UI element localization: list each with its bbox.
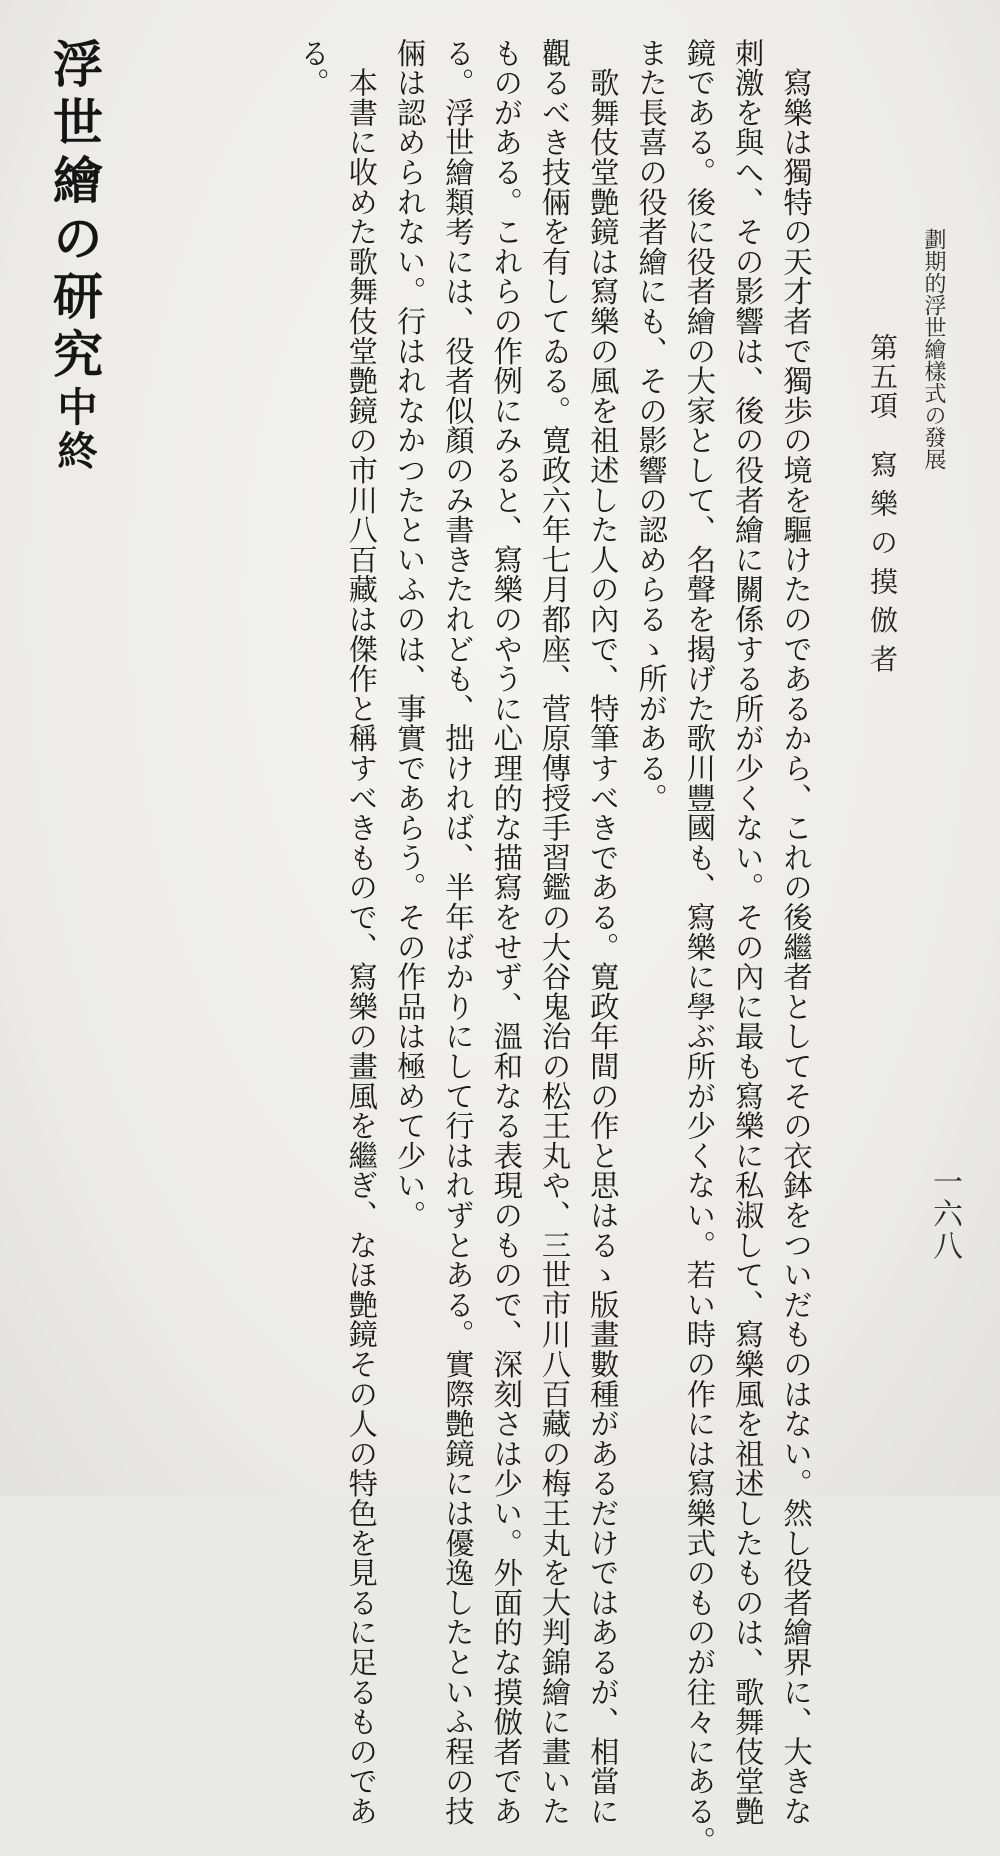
body-line-8: る。浮世繪類考には、役者似顏のみ書きたれども、拙ければ、半年ばかりにして行はれずとある。實際艶鏡には優逸したといふ程の技 xyxy=(440,38,475,1826)
body-line-1: 寫樂は獨特の天才者で獨歩の境を驅けたのであるから、これの後繼者としてその衣鉢をついだものはない。然し役者繪界に、大きな xyxy=(779,38,813,1826)
body-line-2: 刺激を與へ、その影響は、後の役者繪に關係する所が少くない。その內に最も寫樂に私淑して、寫樂風を祖述したものは、歌舞伎堂艶 xyxy=(730,38,765,1826)
body-line-11: る。 xyxy=(296,38,331,98)
body-line-7: ものがある。これらの作例にみると、寫樂のやうに心理的な描寫をせず、溫和なる表現のもので、深刻さは少い。外面的な摸倣者であ xyxy=(489,38,524,1826)
volume-mark: 中 xyxy=(51,386,98,430)
section-title xyxy=(862,333,902,674)
body-line-10: 本書に收めた歌舞伎堂艶鏡の市川八百藏は傑作と稱すべきもので、寫樂の畫風を繼ぎ、なほ艶鏡その人の特色を見るに足るものであ xyxy=(344,38,379,1826)
running-header: 劃期的浮世繪樣式の發展 xyxy=(921,228,946,470)
book-title-end-mark xyxy=(38,38,110,474)
body-line-3: 鏡である。後に役者繪の大家として、名聲を揭げた歌川豐國も、寫樂に學ぶ所が少くない。若い時の作には寫樂式のものが往々にある。 xyxy=(682,38,717,1856)
body-line-6: 觀るべき技倆を有してゐる。寛政六年七月都座、菅原傳授手習鑑の大谷鬼治の松王丸や、三世市川八百藏の梅王丸を大判錦繪に畫いた xyxy=(537,38,572,1826)
body-line-4: また長喜の役者繪にも、その影響の認めらるゝ所がある。 xyxy=(634,38,669,813)
section-heading: 寫 樂 の 摸 倣 者 xyxy=(866,450,899,674)
body-text xyxy=(289,38,820,1856)
book-title: 浮世繪の研究 xyxy=(45,38,104,386)
body-line-5: 歌舞伎堂艶鏡は寫樂の風を祖述した人の內で、特筆すべきである。寛政年間の作と思はるゝ版畫數種があるだけではあるが、相當に xyxy=(585,38,620,1826)
page-number: 一六八 xyxy=(927,1166,962,1262)
body-line-9: 倆は認められない。行はれなかつたといふのは、事實であらう。その作品は極めて少い。 xyxy=(392,38,427,1230)
section-number: 第五項 xyxy=(866,333,899,420)
end-mark: 終 xyxy=(51,430,98,474)
